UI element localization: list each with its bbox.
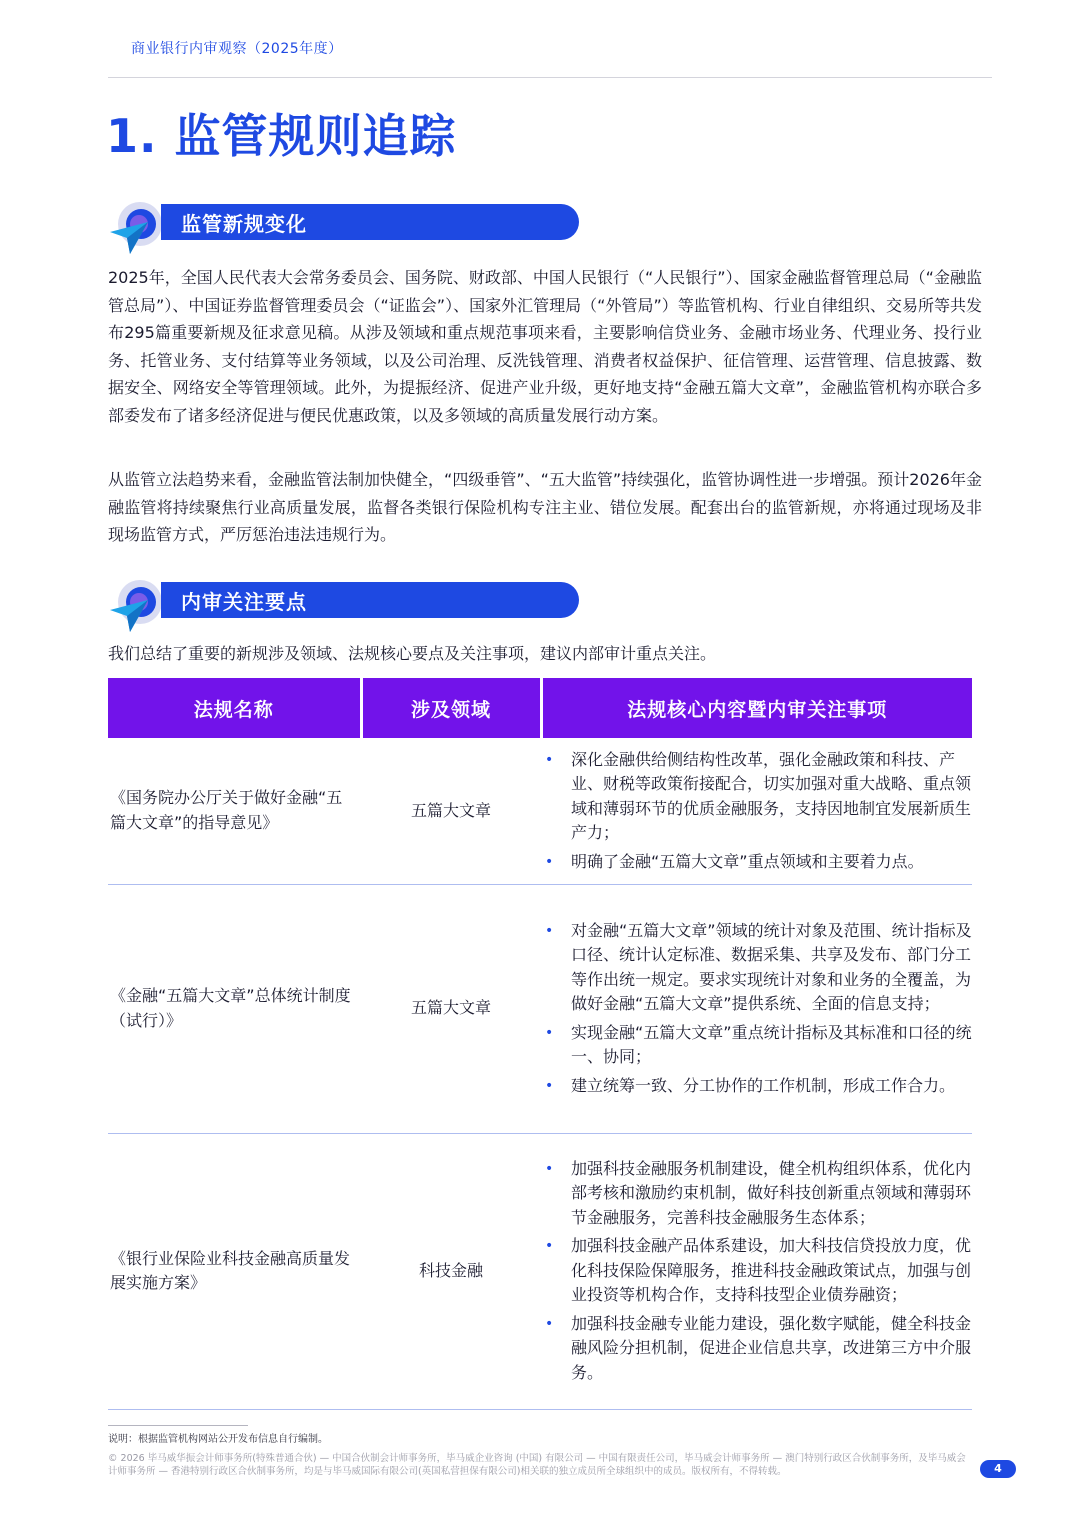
domain-cell: 五篇大文章 [361,738,541,884]
domain-cell: 科技金融 [361,1133,541,1409]
table-row [108,884,972,1133]
table-row [108,1133,972,1409]
paper-plane-icon [108,576,168,636]
column-header-domain: 涉及领域 [361,678,541,738]
section-heading-regulatory-changes [108,198,583,260]
header-divider [108,77,992,78]
header-title: 商业银行内审观察（2025年度） [131,41,343,57]
page-number-badge: 4 [980,1460,1016,1478]
section-heading-label: 内审关注要点 [181,590,307,614]
paragraph-overview: 2025年，全国人民代表大会常务委员会、国务院、财政部、中国人民银行（“人民银行”）、国家金融监督管理总局（“金融监管总局”）、中国证券监督管理委员会（“证监会”）、国家外汇管理局（“外管局”）等监管机构、行业自律组织、交易所等共发布295篇重要新规及征求意见稿。从涉及领域和重点规范事项来看，主要影响信贷业务、金融市场业务、代理业务、投行业务、托管业务、支付结算等业务领域，以及公司治理、反洗钱管理、消费者权益保护、征信管理、运营管理、信息披露、数据安全、网络安全等管理领域。此外，为提振经济、促进产业升级，更好地支持“金融五篇大文章”，金融监管机构亦联合多部委发布了诸多经济促进与便民优惠政策，以及多领域的高质量发展行动方案。 [108,268,982,425]
table-intro-text: 我们总结了重要的新规涉及领域、法规核心要点及关注事项，建议内部审计重点关注。 [108,644,717,663]
paragraph-trend: 从监管立法趋势来看，金融监管法制加快健全，“四级垂管”、“五大监管”持续强化，监管协调性进一步增强。预计2026年金融监管将持续聚焦行业高质量发展，监督各类银行保险机构专注主业、错位发展。配套出台的监管新规，亦将通过现场及非现场监管方式，严厉惩治违法违规行为。 [108,470,982,544]
key-point-item: • 实现金融“五篇大文章”重点统计指标及其标准和口径的统一、协同； [571,1021,972,1070]
key-points-cell [541,884,972,1133]
key-point-item: • 加强科技金融产品体系建设，加大科技信贷投放力度，优化科技保险保障服务，推进科技金融政策试点，加强与创业投资等机构合作，支持科技型企业债券融资； [571,1234,972,1308]
section-heading-label: 监管新规变化 [181,212,307,236]
domain-cell: 五篇大文章 [361,884,541,1133]
regulation-name-cell: 《金融“五篇大文章”总体统计制度（试行）》 [108,884,361,1133]
key-points-cell [541,1133,972,1409]
table-header-row [108,678,972,738]
footnote-divider [108,1425,248,1426]
column-header-regulation-name: 法规名称 [108,678,361,738]
key-point-item: • 加强科技金融专业能力建设，强化数字赋能，健全科技金融风险分担机制，促进企业信息共享，改进第三方中介服务。 [571,1312,972,1386]
page-title: 1. 监管规则追踪 [106,109,457,163]
regulation-name-cell: 《银行业保险业科技金融高质量发展实施方案》 [108,1133,361,1409]
key-point-item: • 对金融“五篇大文章”领域的统计对象及范围、统计指标及口径、统计认定标准、数据采集、共享及发布、部门分工等作出统一规定。要求实现统计对象和业务的全覆盖，为做好金融“五篇大文章”提供系统、全面的信息支持； [571,919,972,1017]
section-heading-audit-focus [108,576,583,638]
key-point-item: • 加强科技金融服务机制建设，健全机构组织体系，优化内部考核和激励约束机制，做好科技创新重点领域和薄弱环节金融服务，完善科技金融服务生态体系； [571,1157,972,1231]
footnote: 说明：根据监管机构网站公开发布信息自行编制。 [108,1434,328,1445]
key-points-cell [541,738,972,884]
key-point-item: • 深化金融供给侧结构性改革，强化金融政策和科技、产业、财税等政策衔接配合，切实加强对重大战略、重点领域和薄弱环节的优质金融服务，支持因地制宜发展新质生产力； [571,748,972,846]
key-point-item: • 明确了金融“五篇大文章”重点领域和主要着力点。 [571,850,972,875]
paper-plane-icon [108,198,168,258]
table-row [108,738,972,884]
key-point-item: • 建立统筹一致、分工协作的工作机制，形成工作合力。 [571,1074,972,1099]
copyright-notice: © 2026 毕马威华振会计师事务所(特殊普通合伙) — 中国合伙制会计师事务所，毕马威企业咨询 (中国) 有限公司 — 中国有限责任公司，毕马威会计师事务所 — 澳门特别行政区合伙制事务所，及毕马威会计师事务所 — 香港特别行政区合伙制事务所，均是与毕马威国际有限公司(英国私营担保有限公司)相关联的独立成员所全球组织中的成员。版权所有，不得转载。 [108,1453,966,1477]
regulation-name-cell: 《国务院办公厅关于做好金融“五篇大文章”的指导意见》 [108,738,361,884]
regulations-table [108,678,972,1410]
column-header-key-points: 法规核心内容暨内审关注事项 [541,678,972,738]
